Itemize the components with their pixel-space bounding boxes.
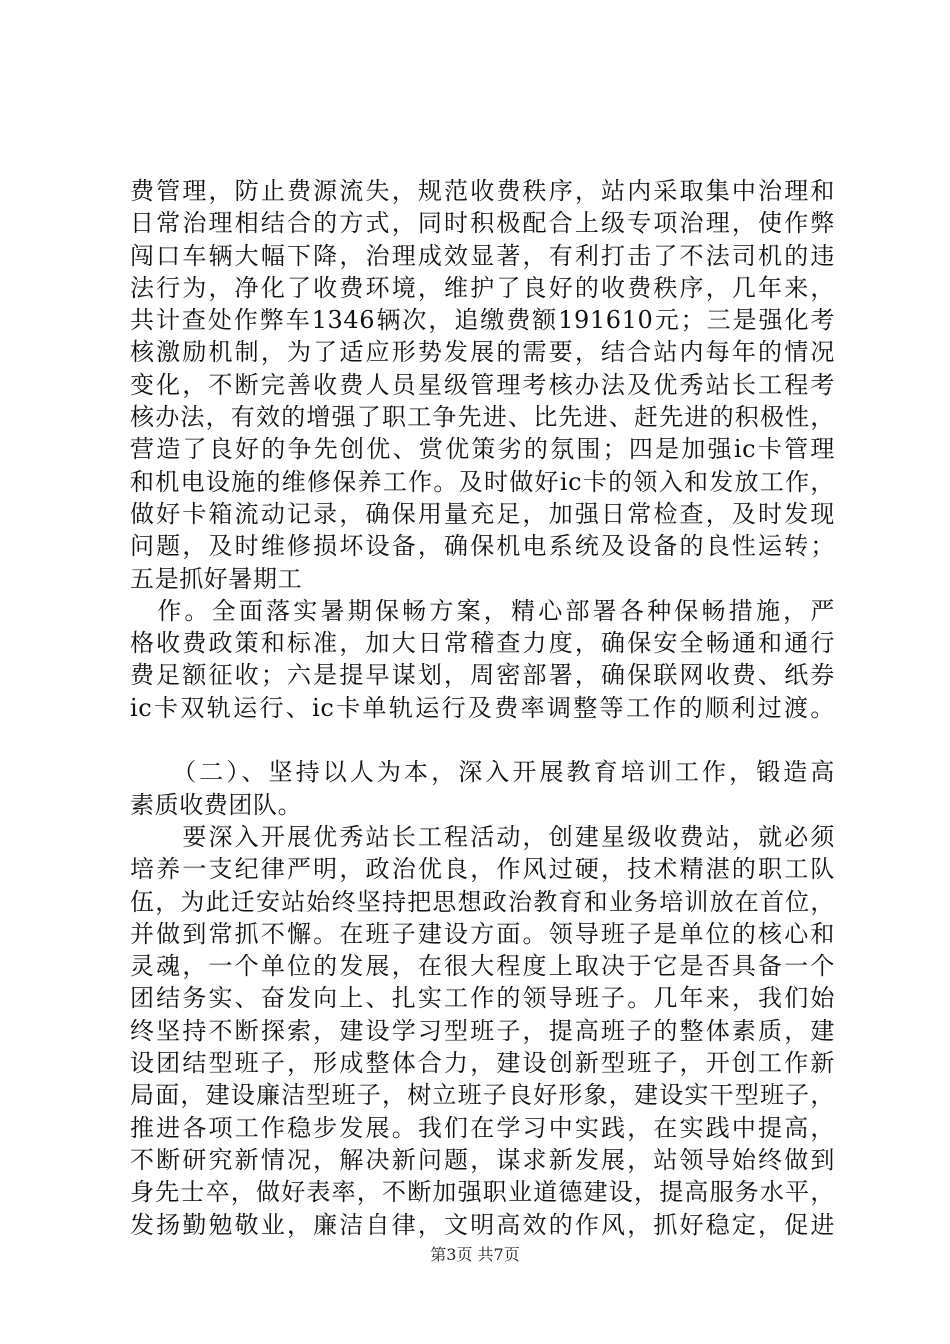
text-line: 做好卡箱流动记录，确保用量充足，加强日常检查，及时发现 <box>130 499 835 528</box>
paragraph <box>130 821 835 1241</box>
text-line: 变化，不断完善收费人员星级管理考核办法及优秀站长工程考 <box>130 370 835 399</box>
text-line: 核激励机制，为了适应形势发展的需要，结合站内每年的情况 <box>130 338 835 367</box>
text-line: 伍，为此迁安站始终坚持把思想政治教育和业务培训放在首位， <box>130 887 835 916</box>
page-footer <box>0 1244 950 1266</box>
document-body <box>130 175 835 1241</box>
text-line: 费足额征收；六是提早谋划，周密部署，确保联网收费、纸券 <box>130 661 835 690</box>
text-line: 营造了良好的争先创优、赏优策劣的氛围；四是加强ic卡管理 <box>130 435 835 464</box>
paragraph <box>130 595 835 724</box>
paragraph <box>130 175 835 595</box>
text-line: 终坚持不断探索，建设学习型班子，提高班子的整体素质，建 <box>130 1016 835 1045</box>
text-line: 灵魂，一个单位的发展，在很大程度上取决于它是否具备一个 <box>130 952 835 981</box>
text-line: 不断研究新情况，解决新问题，谋求新发展，站领导始终做到 <box>130 1145 835 1174</box>
text-line: 问题，及时维修损坏设备，确保机电系统及设备的良性运转； <box>130 532 835 561</box>
text-line: 格收费政策和标准，加大日常稽查力度，确保安全畅通和通行 <box>130 629 835 658</box>
text-line: 日常治理相结合的方式，同时积极配合上级专项治理，使作弊 <box>130 209 835 238</box>
text-line: 核办法，有效的增强了职工争先进、比先进、赶先进的积极性， <box>130 403 835 432</box>
text-line: 费管理，防止费源流失，规范收费秩序，站内采取集中治理和 <box>130 177 835 205</box>
text-line: 作。全面落实暑期保畅方案，精心部署各种保畅措施，严 <box>130 596 835 625</box>
text-line: 和机电设施的维修保养工作。及时做好ic卡的领入和发放工作， <box>130 467 835 496</box>
text-line: ic卡双轨运行、ic卡单轨运行及费率调整等工作的顺利过渡。 <box>130 693 835 722</box>
text-line: 培养一支纪律严明，政治优良，作风过硬，技术精湛的职工队 <box>130 855 835 884</box>
text-line: 素质收费团队。 <box>130 790 303 819</box>
page-number: 第3页 共7页 <box>430 1245 520 1264</box>
text-line: 发扬勤勉敬业，廉洁自律，文明高效的作风，抓好稳定，促进 <box>130 1210 835 1239</box>
text-line: 五是抓好暑期工 <box>130 564 303 593</box>
text-line: （二）、坚持以人为本，深入开展教育培训工作，锻造高 <box>130 758 835 787</box>
text-line: 团结务实、奋发向上、扎实工作的领导班子。几年来，我们始 <box>130 984 835 1013</box>
text-line: 共计查处作弊车1346辆次，追缴费额191610元；三是强化考 <box>130 306 835 335</box>
text-line: 法行为，净化了收费环境，维护了良好的收费秩序，几年来， <box>130 273 835 302</box>
text-line: 设团结型班子，形成整体合力，建设创新型班子，开创工作新 <box>130 1049 835 1078</box>
paragraph-spacer <box>130 724 835 756</box>
text-line: 并做到常抓不懈。在班子建设方面。领导班子是单位的核心和 <box>130 919 835 948</box>
text-line: 身先士卒，做好表率，不断加强职业道德建设，提高服务水平， <box>130 1178 835 1207</box>
text-line: 局面，建设廉洁型班子，树立班子良好形象，建设实干型班子， <box>130 1081 835 1110</box>
text-line: 推进各项工作稳步发展。我们在学习中实践，在实践中提高， <box>130 1113 835 1142</box>
text-line: 闯口车辆大幅下降，治理成效显著，有利打击了不法司机的违 <box>130 241 835 270</box>
text-line: 要深入开展优秀站长工程活动，创建星级收费站，就必须 <box>130 822 835 851</box>
section-heading <box>130 756 835 821</box>
